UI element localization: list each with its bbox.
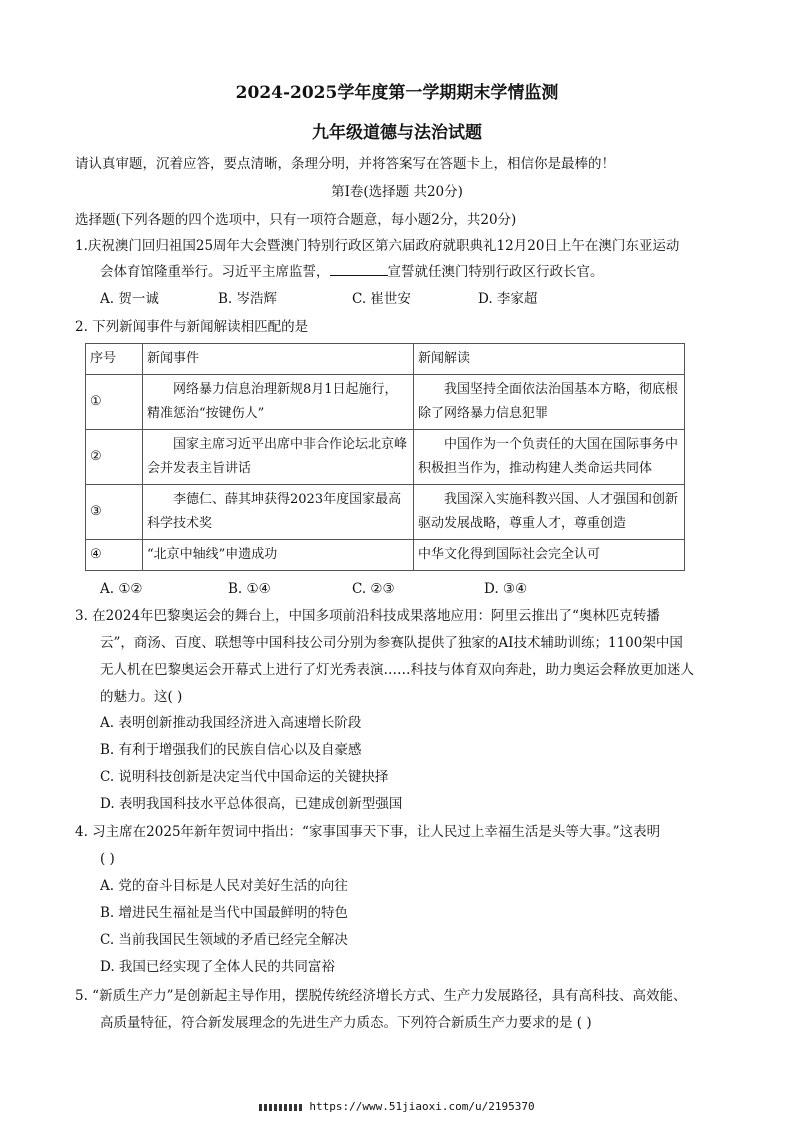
row-event-text: 李德仁、薛其坤获得2023年度国家最高科学技术奖 xyxy=(147,492,402,531)
table-row xyxy=(86,430,685,485)
q5-stem-line1: 5. “新质生产力”是创新起主导作用，摆脱传统经济增长方式、生产力发展路径，具有高科技、高效能、 xyxy=(75,988,687,1004)
q2-stem: 2. 下列新闻事件与新闻解读相匹配的是 xyxy=(75,319,309,335)
row-event xyxy=(143,485,414,540)
q4-option-c: C. 当前我国民生领域的矛盾已经完全解决 xyxy=(100,932,348,948)
section-desc: 选择题(下列各题的四个选项中，只有一项符合题意，每小题2分，共20分) xyxy=(75,212,517,228)
q5-stem-line2: 高质量特征，符合新发展理念的先进生产力质态。下列符合新质生产力要求的是 ( ) xyxy=(100,1015,592,1031)
q3-stem-line3: 无人机在巴黎奥运会开幕式上进行了灯光秀表演……科技与体育双向奔赴，助力奥运会释放更加迷人 xyxy=(100,662,694,678)
q4-option-a: A. 党的奋斗目标是人民对美好生活的向往 xyxy=(100,878,348,894)
header-event: 新闻事件 xyxy=(143,344,414,375)
row-interp-text: 中国作为一个负责任的大国在国际事务中积极担当作为，推动构建人类命运共同体 xyxy=(418,437,679,476)
row-num: ① xyxy=(86,375,143,430)
q1-option-a: A. 贺一诚 xyxy=(100,291,159,307)
footer xyxy=(0,1100,794,1113)
row-interp xyxy=(414,540,685,571)
footer-url[interactable]: https://www.51jiaoxi.com/u/2195370 xyxy=(309,1100,535,1113)
q4-stem-line2: ( ) xyxy=(100,851,115,867)
q1-option-d: D. 李家超 xyxy=(478,291,538,307)
row-event xyxy=(143,540,414,571)
q3-stem-line4: 的魅力。这( ) xyxy=(100,689,183,705)
exam-title: 2024-2025学年度第一学期期末学情监测 xyxy=(235,83,559,103)
q2-option-a: A. ①② xyxy=(100,581,143,597)
q1-stem-line2 xyxy=(100,263,604,281)
q1-option-c: C. 崔世安 xyxy=(352,291,411,307)
q2-option-b: B. ①④ xyxy=(228,581,271,597)
row-event-text: 网络暴力信息治理新规8月1日起施行，精准惩治“按键伤人” xyxy=(147,382,398,421)
q1-stem-part1: 会体育馆隆重举行。习近平主席监誓， xyxy=(100,264,330,280)
table-row xyxy=(86,375,685,430)
row-interp xyxy=(414,430,685,485)
section-title: 第Ⅰ卷(选择题 共20分) xyxy=(331,184,463,200)
row-event xyxy=(143,430,414,485)
q1-option-b: B. 岑浩辉 xyxy=(218,291,278,307)
q3-option-c: C. 说明科技创新是决定当代中国命运的关键抉择 xyxy=(100,769,389,785)
q1-answer-blank xyxy=(330,263,388,276)
row-interp-text: 中华文化得到国际社会完全认可 xyxy=(418,547,601,562)
q3-stem-line1: 3. 在2024年巴黎奥运会的舞台上，中国多项前沿科技成果落地应用：阿里云推出了“奥林匹克转播 xyxy=(75,608,660,624)
row-event xyxy=(143,375,414,430)
q2-option-c: C. ②③ xyxy=(352,581,395,597)
row-interp-text: 我国深入实施科教兴国、人才强国和创新驱动发展战略，尊重人才，尊重创造 xyxy=(418,492,679,531)
row-interp xyxy=(414,375,685,430)
q3-option-a: A. 表明创新推动我国经济进入高速增长阶段 xyxy=(100,715,362,731)
table-row xyxy=(86,485,685,540)
row-num: ② xyxy=(86,430,143,485)
row-event-text: 国家主席习近平出席中非合作论坛北京峰会并发表主旨讲话 xyxy=(147,437,408,476)
header-interp: 新闻解读 xyxy=(414,344,685,375)
q2-option-d: D. ③④ xyxy=(484,581,528,597)
row-num: ④ xyxy=(86,540,143,571)
table-row xyxy=(86,540,685,571)
q4-option-b: B. 增进民生福祉是当代中国最鲜明的特色 xyxy=(100,905,349,921)
q1-stem-part2: 宣誓就任澳门特别行政区行政长官。 xyxy=(387,264,604,280)
q3-option-d: D. 表明我国科技水平总体很高，已建成创新型强国 xyxy=(100,796,403,812)
watermark-logo xyxy=(259,1104,303,1111)
row-interp-text: 我国坚持全面依法治国基本方略，彻底根除了网络暴力信息犯罪 xyxy=(418,382,679,421)
q3-stem-line2: 云”，商汤、百度、联想等中国科技公司分别为参赛队提供了独家的AI技术辅助训练；1100架中国 xyxy=(100,635,683,651)
q4-option-d: D. 我国已经实现了全体人民的共同富裕 xyxy=(100,959,335,975)
instructions: 请认真审题，沉着应答，要点清晰，条理分明，并将答案写在答题卡上，相信你是最棒的！ xyxy=(75,156,615,172)
header-num: 序号 xyxy=(86,344,143,375)
exam-subtitle: 九年级道德与法治试题 xyxy=(312,123,482,143)
row-event-text: “北京中轴线”申遗成功 xyxy=(147,547,278,562)
news-table xyxy=(85,343,685,571)
q3-option-b: B. 有利于增强我们的民族自信心以及自豪感 xyxy=(100,742,362,758)
row-interp xyxy=(414,485,685,540)
row-num: ③ xyxy=(86,485,143,540)
table-header-row xyxy=(86,344,685,375)
q1-stem-line1: 1.庆祝澳门回归祖国25周年大会暨澳门特别行政区第六届政府就职典礼12月20日上午在澳门东亚运动 xyxy=(75,238,680,254)
q4-stem-line1: 4. 习主席在2025年新年贺词中指出：“家事国事天下事，让人民过上幸福生活是头等大事。”这表明 xyxy=(75,824,661,840)
